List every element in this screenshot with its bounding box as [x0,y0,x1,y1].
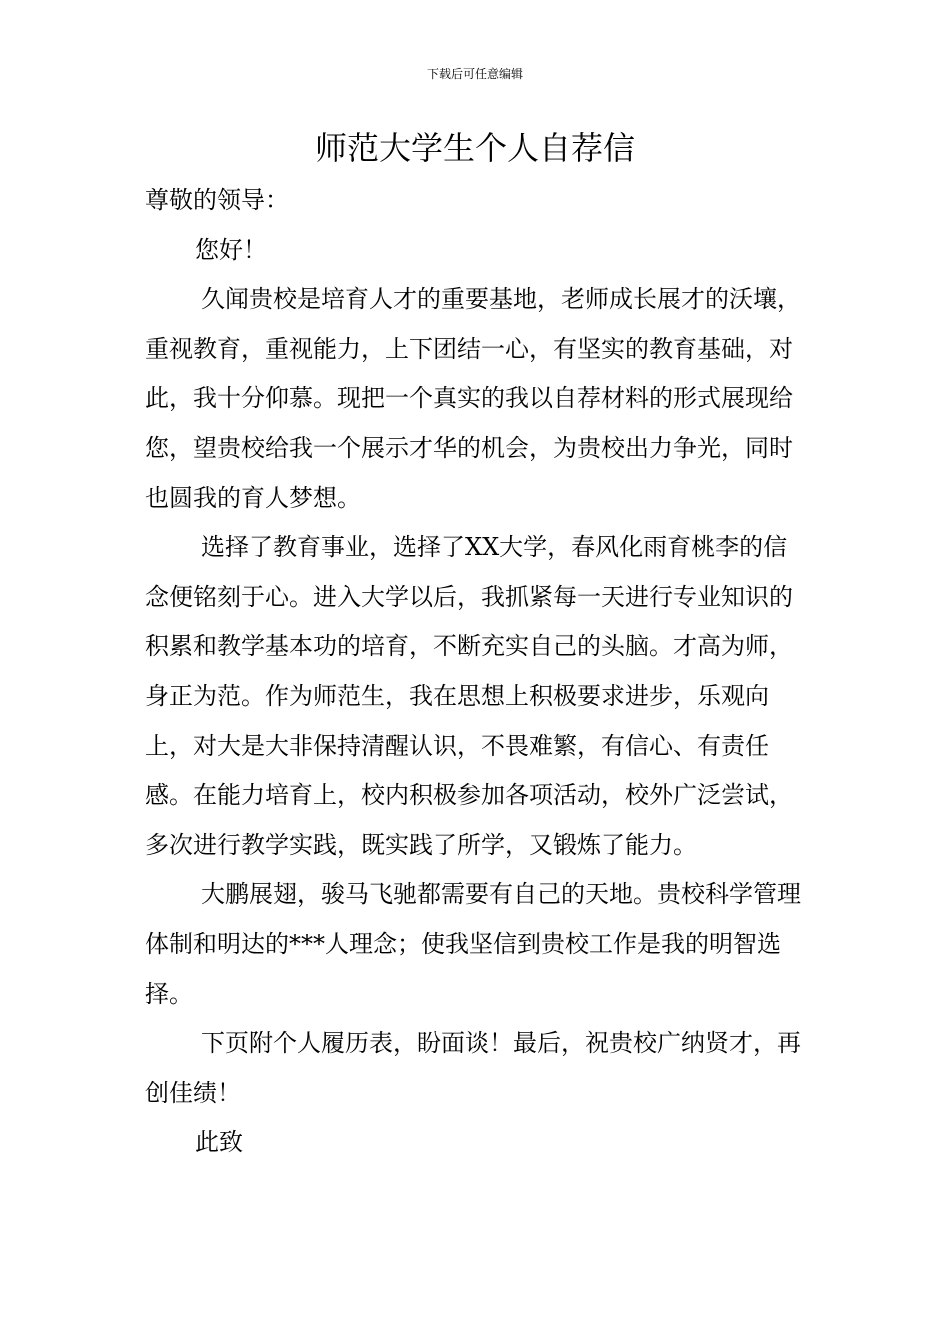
paragraph-3: 大鹏展翅，骏马飞驰都需要有自己的天地。贵校科学管理体制和明达的***人理念；使我坚信到贵校工作是我的明智选择。 [145,880,801,1008]
header-note: 下载后可任意编辑 [426,67,523,81]
greeting: 您好！ [195,235,267,264]
paragraph-1: 久闻贵校是培育人才的重要基地，老师成长展才的沃壤，重视教育，重视能力，上下团结一心，有坚实的教育基础，对此，我十分仰慕。现把一个真实的我以自荐材料的形式展现给您，望贵校给我一个展示才华的机会，为贵校出力争光，同时也圆我的育人梦想。 [145,285,801,512]
closing: 此致 [195,1128,243,1157]
document-title: 师范大学生个人自荐信 [314,129,635,167]
paragraph-2: 选择了教育事业，选择了XX大学，春风化雨育桃李的信念便铭刻于心。进入大学以后，我抓紧每一天进行专业知识的积累和教学基本功的培育，不断充实自己的头脑。才高为师，身正为范。作为师范生，我在思想上积极要求进步，乐观向上，对大是大非保持清醒认识，不畏难繁，有信心、有责任感。在能力培育上，校内积极参加各项活动，校外广泛尝试，多次进行教学实践，既实践了所学，又锻炼了能力。 [145,533,793,859]
paragraph-4: 下页附个人履历表，盼面谈！最后，祝贵校广纳贤才，再创佳绩！ [145,1029,801,1107]
letter-body [145,176,810,1168]
salutation: 尊敬的领导： [145,186,289,214]
